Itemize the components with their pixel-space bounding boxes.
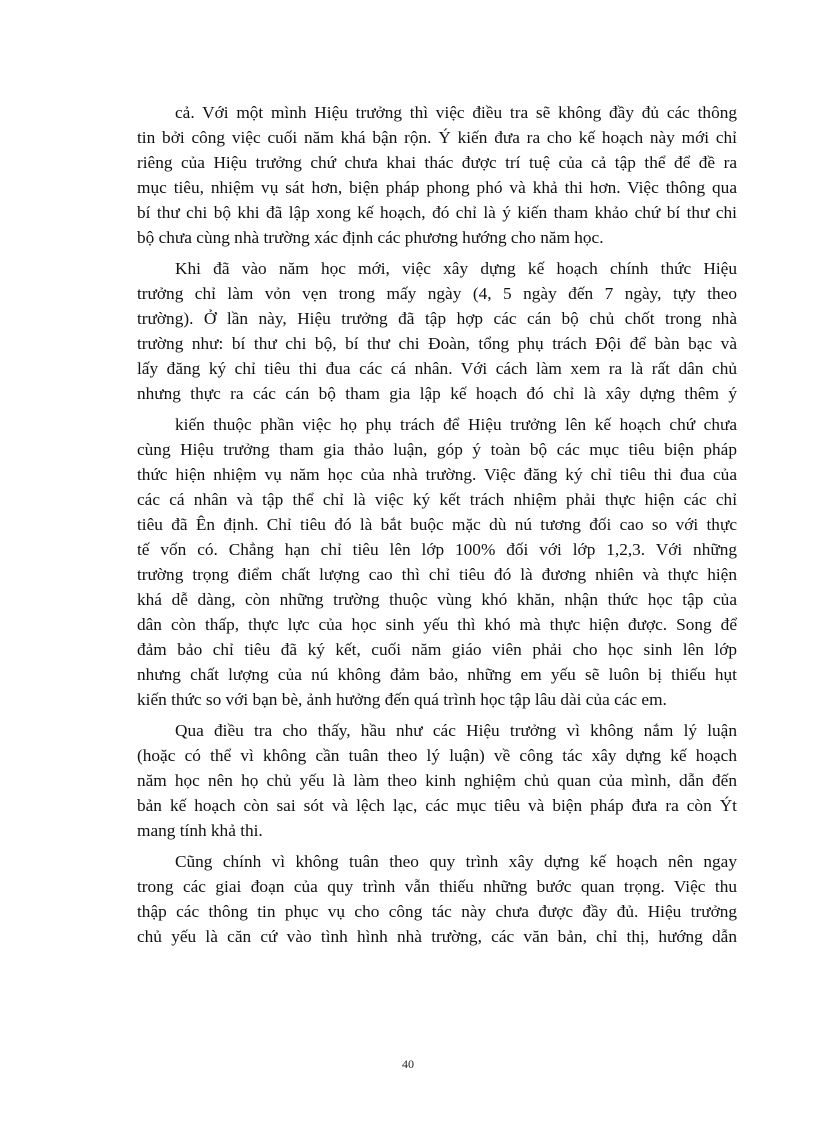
text-line: trưởng chỉ làm vỏn vẹn trong mấy ngày (4, 5 ngày đến 7 ngày, tựy theo xyxy=(137,284,737,303)
text-line: mục tiêu, nhiệm vụ sát hơn, biện pháp phong phó và khả thi hơn. Việc thông qua xyxy=(137,178,737,197)
text-line: lấy đăng ký chỉ tiêu thi đua các cá nhân. Với cách làm xem ra là rất dân chủ xyxy=(137,359,737,378)
text-line: dân còn thấp, thực lực của học sinh yếu thì khó mà thực hiện được. Song để xyxy=(137,615,737,634)
text-line: bản kế hoạch còn sai sót và lệch lạc, các mục tiêu và biện pháp đưa ra còn Ýt xyxy=(137,796,737,815)
text-line: tin bởi công việc cuối năm khá bận rộn. Ý kiến đưa ra cho kế hoạch này mới chỉ xyxy=(137,128,737,147)
text-line: bộ chưa cùng nhà trường xác định các phương hướng cho năm học. xyxy=(137,228,604,247)
text-line: (hoặc có thể vì không cần tuân theo lý luận) về công tác xây dựng kế hoạch xyxy=(137,746,737,765)
text-line: khá dễ dàng, còn những trường thuộc vùng khó khăn, nhận thức học tập của xyxy=(137,590,737,609)
text-line: tế vốn có. Chẳng hạn chỉ tiêu lên lớp 100% đối với lớp 1,2,3. Với những xyxy=(137,540,737,559)
text-line: Cũng chính vì không tuân theo quy trình xây dựng kế hoạch nên ngay xyxy=(175,852,737,871)
text-line: các cá nhân và tập thể chỉ là việc ký kết trách nhiệm phải thực hiện các chỉ xyxy=(137,490,737,509)
text-line: thức hiện nhiệm vụ năm học của nhà trường. Việc đăng ký chỉ tiêu thi đua của xyxy=(137,465,737,484)
text-line: Qua điều tra cho thấy, hầu như các Hiệu trưởng vì không nắm lý luận xyxy=(175,721,737,740)
text-line: trường). Ở lần này, Hiệu trưởng đã tập hợp các cán bộ chủ chốt trong nhà xyxy=(137,309,737,328)
text-line: mang tính khả thi. xyxy=(137,821,263,840)
page-number: 40 xyxy=(402,1057,414,1071)
text-line: kiến thuộc phần việc họ phụ trách để Hiệu trưởng lên kế hoạch chứ chưa xyxy=(175,415,737,434)
text-line: trong các giai đoạn của quy trình vẫn thiếu những bước quan trọng. Việc thu xyxy=(137,877,737,896)
text-line: bí thư chi bộ khi đã lập xong kế hoạch, đó chỉ là ý kiến tham khảo chứ bí thư chi xyxy=(137,203,737,222)
text-line: cả. Với một mình Hiệu trưởng thì việc điều tra sẽ không đầy đủ các thông xyxy=(175,103,737,122)
text-line: Khi đã vào năm học mới, việc xây dựng kế hoạch chính thức Hiệu xyxy=(175,259,737,278)
text-line: chủ yếu là căn cứ vào tình hình nhà trường, các văn bản, chỉ thị, hướng dẫn xyxy=(137,927,737,946)
text-line: nhưng chất lượng của nú không đảm bảo, những em yếu sẽ luôn bị thiếu hụt xyxy=(137,665,737,684)
text-line: tiêu đã Ên định. Chỉ tiêu đó là bắt buộc mặc dù nú tương đối cao so với thực xyxy=(137,515,737,534)
text-line: cùng Hiệu trưởng tham gia thảo luận, góp ý toàn bộ các mục tiêu biện pháp xyxy=(137,440,737,459)
body-text xyxy=(137,100,737,949)
text-line: riêng của Hiệu trưởng chứ chưa khai thác được trí tuệ của cả tập thể để đề ra xyxy=(137,153,737,172)
text-line: đảm bảo chỉ tiêu đã ký kết, cuối năm giáo viên phải cho học sinh lên lớp xyxy=(137,640,737,659)
text-line: nhưng thực ra các cán bộ tham gia lập kế hoạch đó chỉ là xây dựng thêm ý xyxy=(137,384,737,403)
text-line: kiến thức so với bạn bè, ảnh hưởng đến quá trình học tập lâu dài của các em. xyxy=(137,690,667,709)
text-line: thập các thông tin phục vụ cho công tác này chưa được đầy đủ. Hiệu trưởng xyxy=(137,902,737,921)
text-line: năm học nên họ chủ yếu là làm theo kinh nghiệm chủ quan của mình, dẫn đến xyxy=(137,771,737,790)
text-line: trường như: bí thư chi bộ, bí thư chi Đoàn, tổng phụ trách Đội để bàn bạc và xyxy=(137,334,737,353)
text-line: trường trọng điểm chất lượng cao thì chỉ tiêu đó là đương nhiên và thực hiện xyxy=(137,565,737,584)
